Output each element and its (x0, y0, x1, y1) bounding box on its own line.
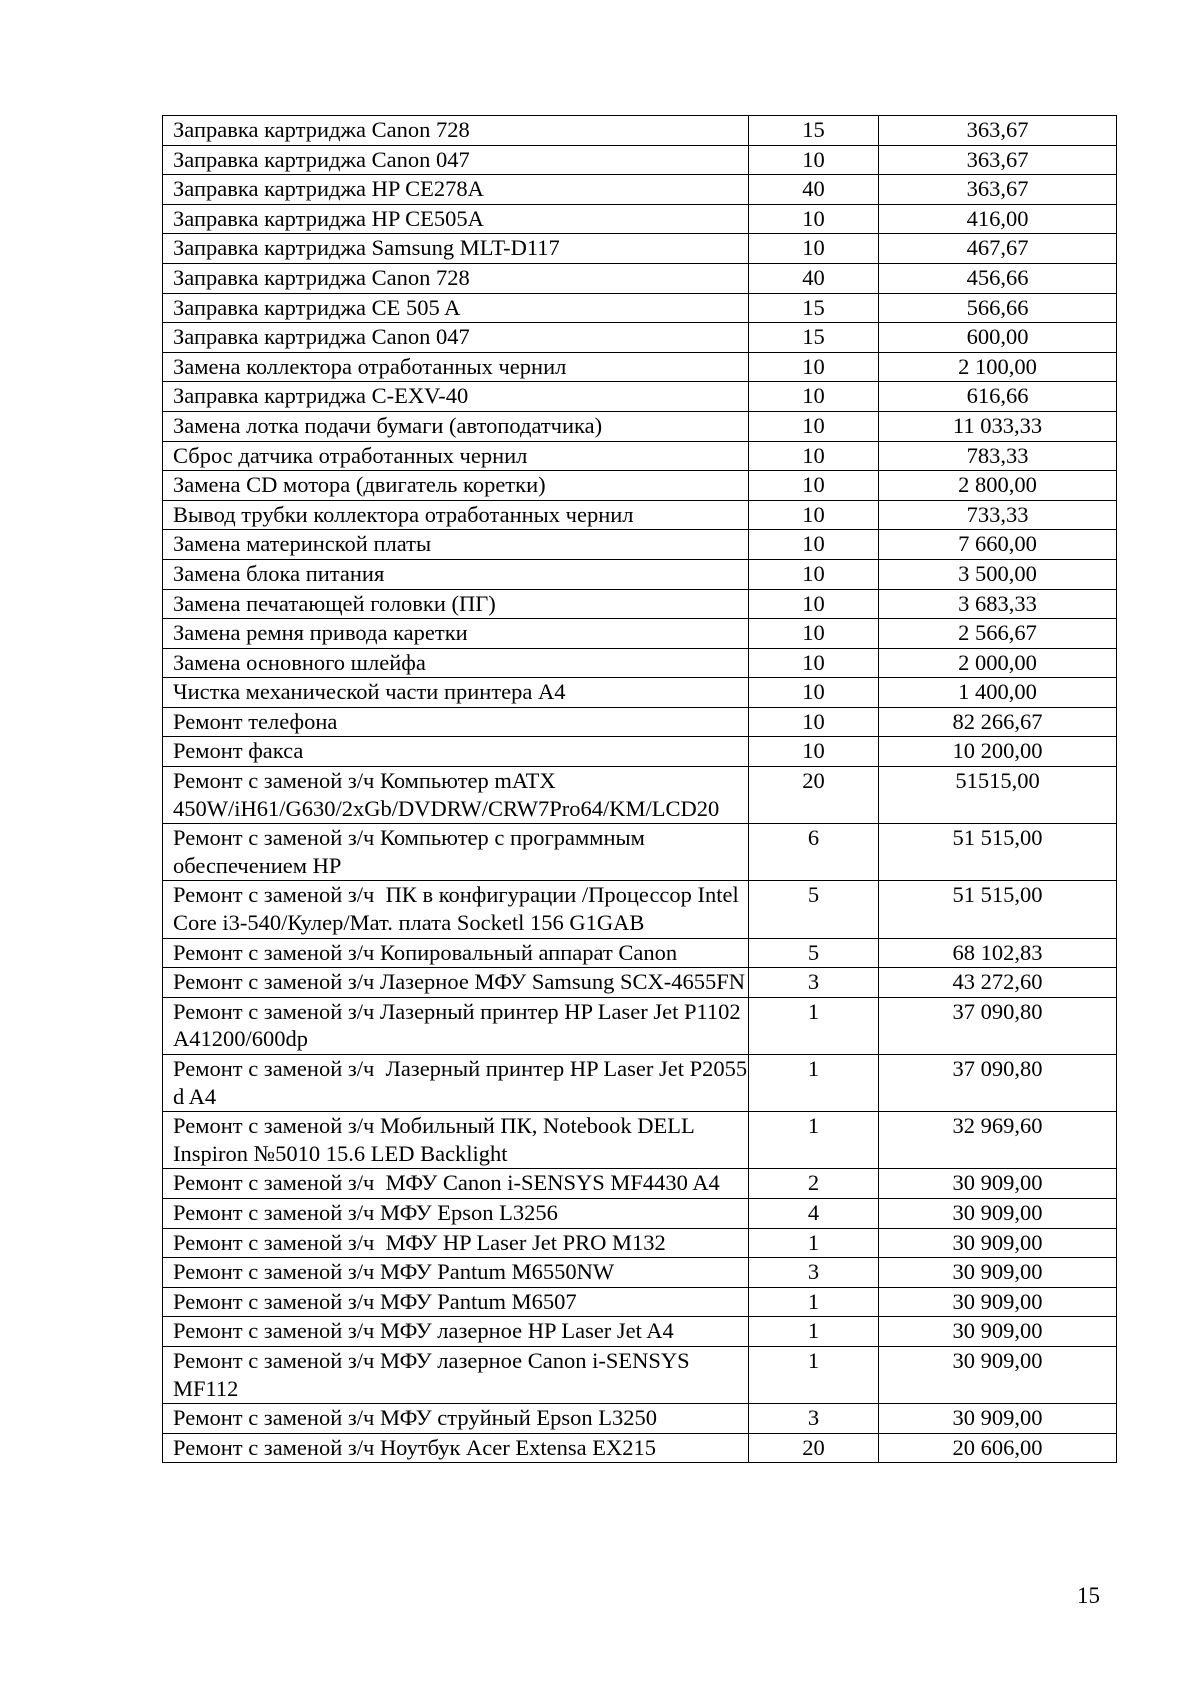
service-name-cell: Замена CD мотора (двигатель коретки) (163, 471, 749, 501)
table-row (163, 263, 1117, 293)
quantity-cell: 1 (749, 997, 879, 1054)
service-name-cell: Ремонт с заменой з/ч Лазерный принтер HP Laser Jet P1102 A41200/600dp (163, 997, 749, 1054)
table-row (163, 204, 1117, 234)
table-row (163, 471, 1117, 501)
table-row (163, 824, 1117, 881)
service-name-cell: Замена лотка подачи бумаги (автоподатчика) (163, 411, 749, 441)
service-name-cell: Замена печатающей головки (ПГ) (163, 589, 749, 619)
quantity-cell: 10 (749, 648, 879, 678)
table-row (163, 1287, 1117, 1317)
quantity-cell: 1 (749, 1055, 879, 1112)
price-cell: 37 090,80 (879, 997, 1117, 1054)
service-name-cell: Заправка картриджа HP CE278A (163, 175, 749, 205)
service-name-cell: Ремонт с заменой з/ч МФУ Epson L3256 (163, 1198, 749, 1228)
price-cell: 30 909,00 (879, 1228, 1117, 1258)
service-name-cell: Ремонт факса (163, 737, 749, 767)
service-name-cell: Замена материнской платы (163, 530, 749, 560)
quantity-cell: 40 (749, 263, 879, 293)
quantity-cell: 10 (749, 441, 879, 471)
table-row (163, 145, 1117, 175)
price-cell: 51 515,00 (879, 881, 1117, 938)
quantity-cell: 2 (749, 1169, 879, 1199)
quantity-cell: 20 (749, 1433, 879, 1463)
table-row (163, 968, 1117, 998)
service-name-cell: Заправка картриджа C-EXV-40 (163, 382, 749, 412)
table-row (163, 323, 1117, 353)
table-row (163, 293, 1117, 323)
quantity-cell: 1 (749, 1228, 879, 1258)
service-name-cell: Заправка картриджа Canon 728 (163, 116, 749, 146)
service-name-cell: Заправка картриджа HP CE505A (163, 204, 749, 234)
table-row (163, 116, 1117, 146)
quantity-cell: 6 (749, 824, 879, 881)
service-name-cell: Ремонт с заменой з/ч Компьютер с программным обеспечением HP (163, 824, 749, 881)
quantity-cell: 1 (749, 1287, 879, 1317)
price-cell: 363,67 (879, 145, 1117, 175)
quantity-cell: 4 (749, 1198, 879, 1228)
price-cell: 2 566,67 (879, 619, 1117, 649)
table-row (163, 175, 1117, 205)
price-cell: 30 909,00 (879, 1346, 1117, 1403)
table-row (163, 352, 1117, 382)
table-row (163, 1112, 1117, 1169)
quantity-cell: 3 (749, 1404, 879, 1434)
service-name-cell: Ремонт с заменой з/ч МФУ струйный Epson L3250 (163, 1404, 749, 1434)
table-row (163, 678, 1117, 708)
price-cell: 82 266,67 (879, 707, 1117, 737)
quantity-cell: 10 (749, 619, 879, 649)
table-row (163, 382, 1117, 412)
price-cell: 20 606,00 (879, 1433, 1117, 1463)
table-row (163, 441, 1117, 471)
quantity-cell: 15 (749, 293, 879, 323)
table-row (163, 997, 1117, 1054)
table-row (163, 1317, 1117, 1347)
service-name-cell: Замена блока питания (163, 559, 749, 589)
quantity-cell: 10 (749, 471, 879, 501)
table-row (163, 559, 1117, 589)
price-cell: 363,67 (879, 116, 1117, 146)
table-row (163, 1228, 1117, 1258)
table-row (163, 707, 1117, 737)
quantity-cell: 5 (749, 938, 879, 968)
price-cell: 2 100,00 (879, 352, 1117, 382)
quantity-cell: 10 (749, 234, 879, 264)
price-cell: 7 660,00 (879, 530, 1117, 560)
service-name-cell: Замена ремня привода каретки (163, 619, 749, 649)
price-cell: 30 909,00 (879, 1287, 1117, 1317)
service-name-cell: Замена коллектора отработанных чернил (163, 352, 749, 382)
price-cell: 2 800,00 (879, 471, 1117, 501)
quantity-cell: 15 (749, 116, 879, 146)
service-name-cell: Заправка картриджа Canon 728 (163, 263, 749, 293)
quantity-cell: 10 (749, 589, 879, 619)
service-name-cell: Ремонт с заменой з/ч МФУ лазерное HP Laser Jet A4 (163, 1317, 749, 1347)
service-name-cell: Заправка картриджа Canon 047 (163, 323, 749, 353)
page-number: 15 (1077, 1583, 1100, 1608)
price-cell: 3 683,33 (879, 589, 1117, 619)
table-row (163, 938, 1117, 968)
quantity-cell: 10 (749, 352, 879, 382)
price-cell: 416,00 (879, 204, 1117, 234)
table-row (163, 1055, 1117, 1112)
price-cell: 3 500,00 (879, 559, 1117, 589)
service-name-cell: Ремонт с заменой з/ч Лазерное МФУ Samsung SCX-4655FN (163, 968, 749, 998)
service-name-cell: Ремонт с заменой з/ч МФУ Pantum M6507 (163, 1287, 749, 1317)
service-name-cell: Ремонт телефона (163, 707, 749, 737)
service-name-cell: Заправка картриджа CE 505 A (163, 293, 749, 323)
quantity-cell: 10 (749, 500, 879, 530)
price-cell: 30 909,00 (879, 1198, 1117, 1228)
table-row (163, 619, 1117, 649)
service-name-cell: Ремонт с заменой з/ч МФУ лазерное Canon i-SENSYS MF112 (163, 1346, 749, 1403)
quantity-cell: 3 (749, 968, 879, 998)
service-name-cell: Вывод трубки коллектора отработанных чернил (163, 500, 749, 530)
table-row (163, 500, 1117, 530)
quantity-cell: 5 (749, 881, 879, 938)
service-name-cell: Замена основного шлейфа (163, 648, 749, 678)
quantity-cell: 10 (749, 530, 879, 560)
quantity-cell: 1 (749, 1317, 879, 1347)
quantity-cell: 10 (749, 559, 879, 589)
price-cell: 600,00 (879, 323, 1117, 353)
price-cell: 566,66 (879, 293, 1117, 323)
quantity-cell: 10 (749, 678, 879, 708)
price-cell: 30 909,00 (879, 1169, 1117, 1199)
table-body (163, 116, 1117, 1463)
table-row (163, 1169, 1117, 1199)
price-cell: 1 400,00 (879, 678, 1117, 708)
price-cell: 68 102,83 (879, 938, 1117, 968)
price-cell: 32 969,60 (879, 1112, 1117, 1169)
service-name-cell: Ремонт с заменой з/ч МФУ HP Laser Jet PRO M132 (163, 1228, 749, 1258)
price-cell: 51 515,00 (879, 824, 1117, 881)
service-name-cell: Ремонт с заменой з/ч Компьютер mATX 450W/iH61/G630/2xGb/DVDRW/CRW7Pro64/KM/LCD20 (163, 767, 749, 824)
price-cell: 30 909,00 (879, 1317, 1117, 1347)
price-cell: 30 909,00 (879, 1404, 1117, 1434)
table-row (163, 1433, 1117, 1463)
quantity-cell: 1 (749, 1346, 879, 1403)
service-name-cell: Ремонт с заменой з/ч ПК в конфигурации /Процессор Intel Core i3-540/Кулер/Мат. плата Socketl 156 G1GAB (163, 881, 749, 938)
service-name-cell: Ремонт с заменой з/ч МФУ Canon i-SENSYS MF4430 A4 (163, 1169, 749, 1199)
quantity-cell: 10 (749, 204, 879, 234)
price-cell: 11 033,33 (879, 411, 1117, 441)
table-row (163, 1198, 1117, 1228)
price-cell: 37 090,80 (879, 1055, 1117, 1112)
price-cell: 456,66 (879, 263, 1117, 293)
table-row (163, 648, 1117, 678)
quantity-cell: 1 (749, 1112, 879, 1169)
service-name-cell: Ремонт с заменой з/ч МФУ Pantum M6550NW (163, 1258, 749, 1288)
service-name-cell: Чистка механической части принтера А4 (163, 678, 749, 708)
service-name-cell: Сброс датчика отработанных чернил (163, 441, 749, 471)
table-row (163, 737, 1117, 767)
table-row (163, 881, 1117, 938)
price-cell: 733,33 (879, 500, 1117, 530)
service-name-cell: Ремонт с заменой з/ч Ноутбук Acer Extensa EX215 (163, 1433, 749, 1463)
price-cell: 51515,00 (879, 767, 1117, 824)
table-row (163, 1404, 1117, 1434)
table-row (163, 1346, 1117, 1403)
table-row (163, 530, 1117, 560)
price-cell: 30 909,00 (879, 1258, 1117, 1288)
service-name-cell: Ремонт с заменой з/ч Лазерный принтер HP Laser Jet P2055 d A4 (163, 1055, 749, 1112)
price-cell: 783,33 (879, 441, 1117, 471)
price-table (162, 115, 1117, 1463)
table-row (163, 767, 1117, 824)
quantity-cell: 10 (749, 707, 879, 737)
service-name-cell: Ремонт с заменой з/ч Мобильный ПК, Notebook DELL Inspiron №5010 15.6 LED Backlight (163, 1112, 749, 1169)
quantity-cell: 10 (749, 145, 879, 175)
table-row (163, 411, 1117, 441)
price-cell: 616,66 (879, 382, 1117, 412)
service-name-cell: Заправка картриджа Canon 047 (163, 145, 749, 175)
price-cell: 2 000,00 (879, 648, 1117, 678)
quantity-cell: 15 (749, 323, 879, 353)
service-name-cell: Ремонт с заменой з/ч Копировальный аппарат Canon (163, 938, 749, 968)
quantity-cell: 10 (749, 737, 879, 767)
price-cell: 467,67 (879, 234, 1117, 264)
service-name-cell: Заправка картриджа Samsung MLT-D117 (163, 234, 749, 264)
table-row (163, 1258, 1117, 1288)
quantity-cell: 10 (749, 382, 879, 412)
table-row (163, 589, 1117, 619)
table-row (163, 234, 1117, 264)
quantity-cell: 10 (749, 411, 879, 441)
quantity-cell: 20 (749, 767, 879, 824)
price-cell: 10 200,00 (879, 737, 1117, 767)
quantity-cell: 3 (749, 1258, 879, 1288)
quantity-cell: 40 (749, 175, 879, 205)
price-cell: 363,67 (879, 175, 1117, 205)
price-cell: 43 272,60 (879, 968, 1117, 998)
